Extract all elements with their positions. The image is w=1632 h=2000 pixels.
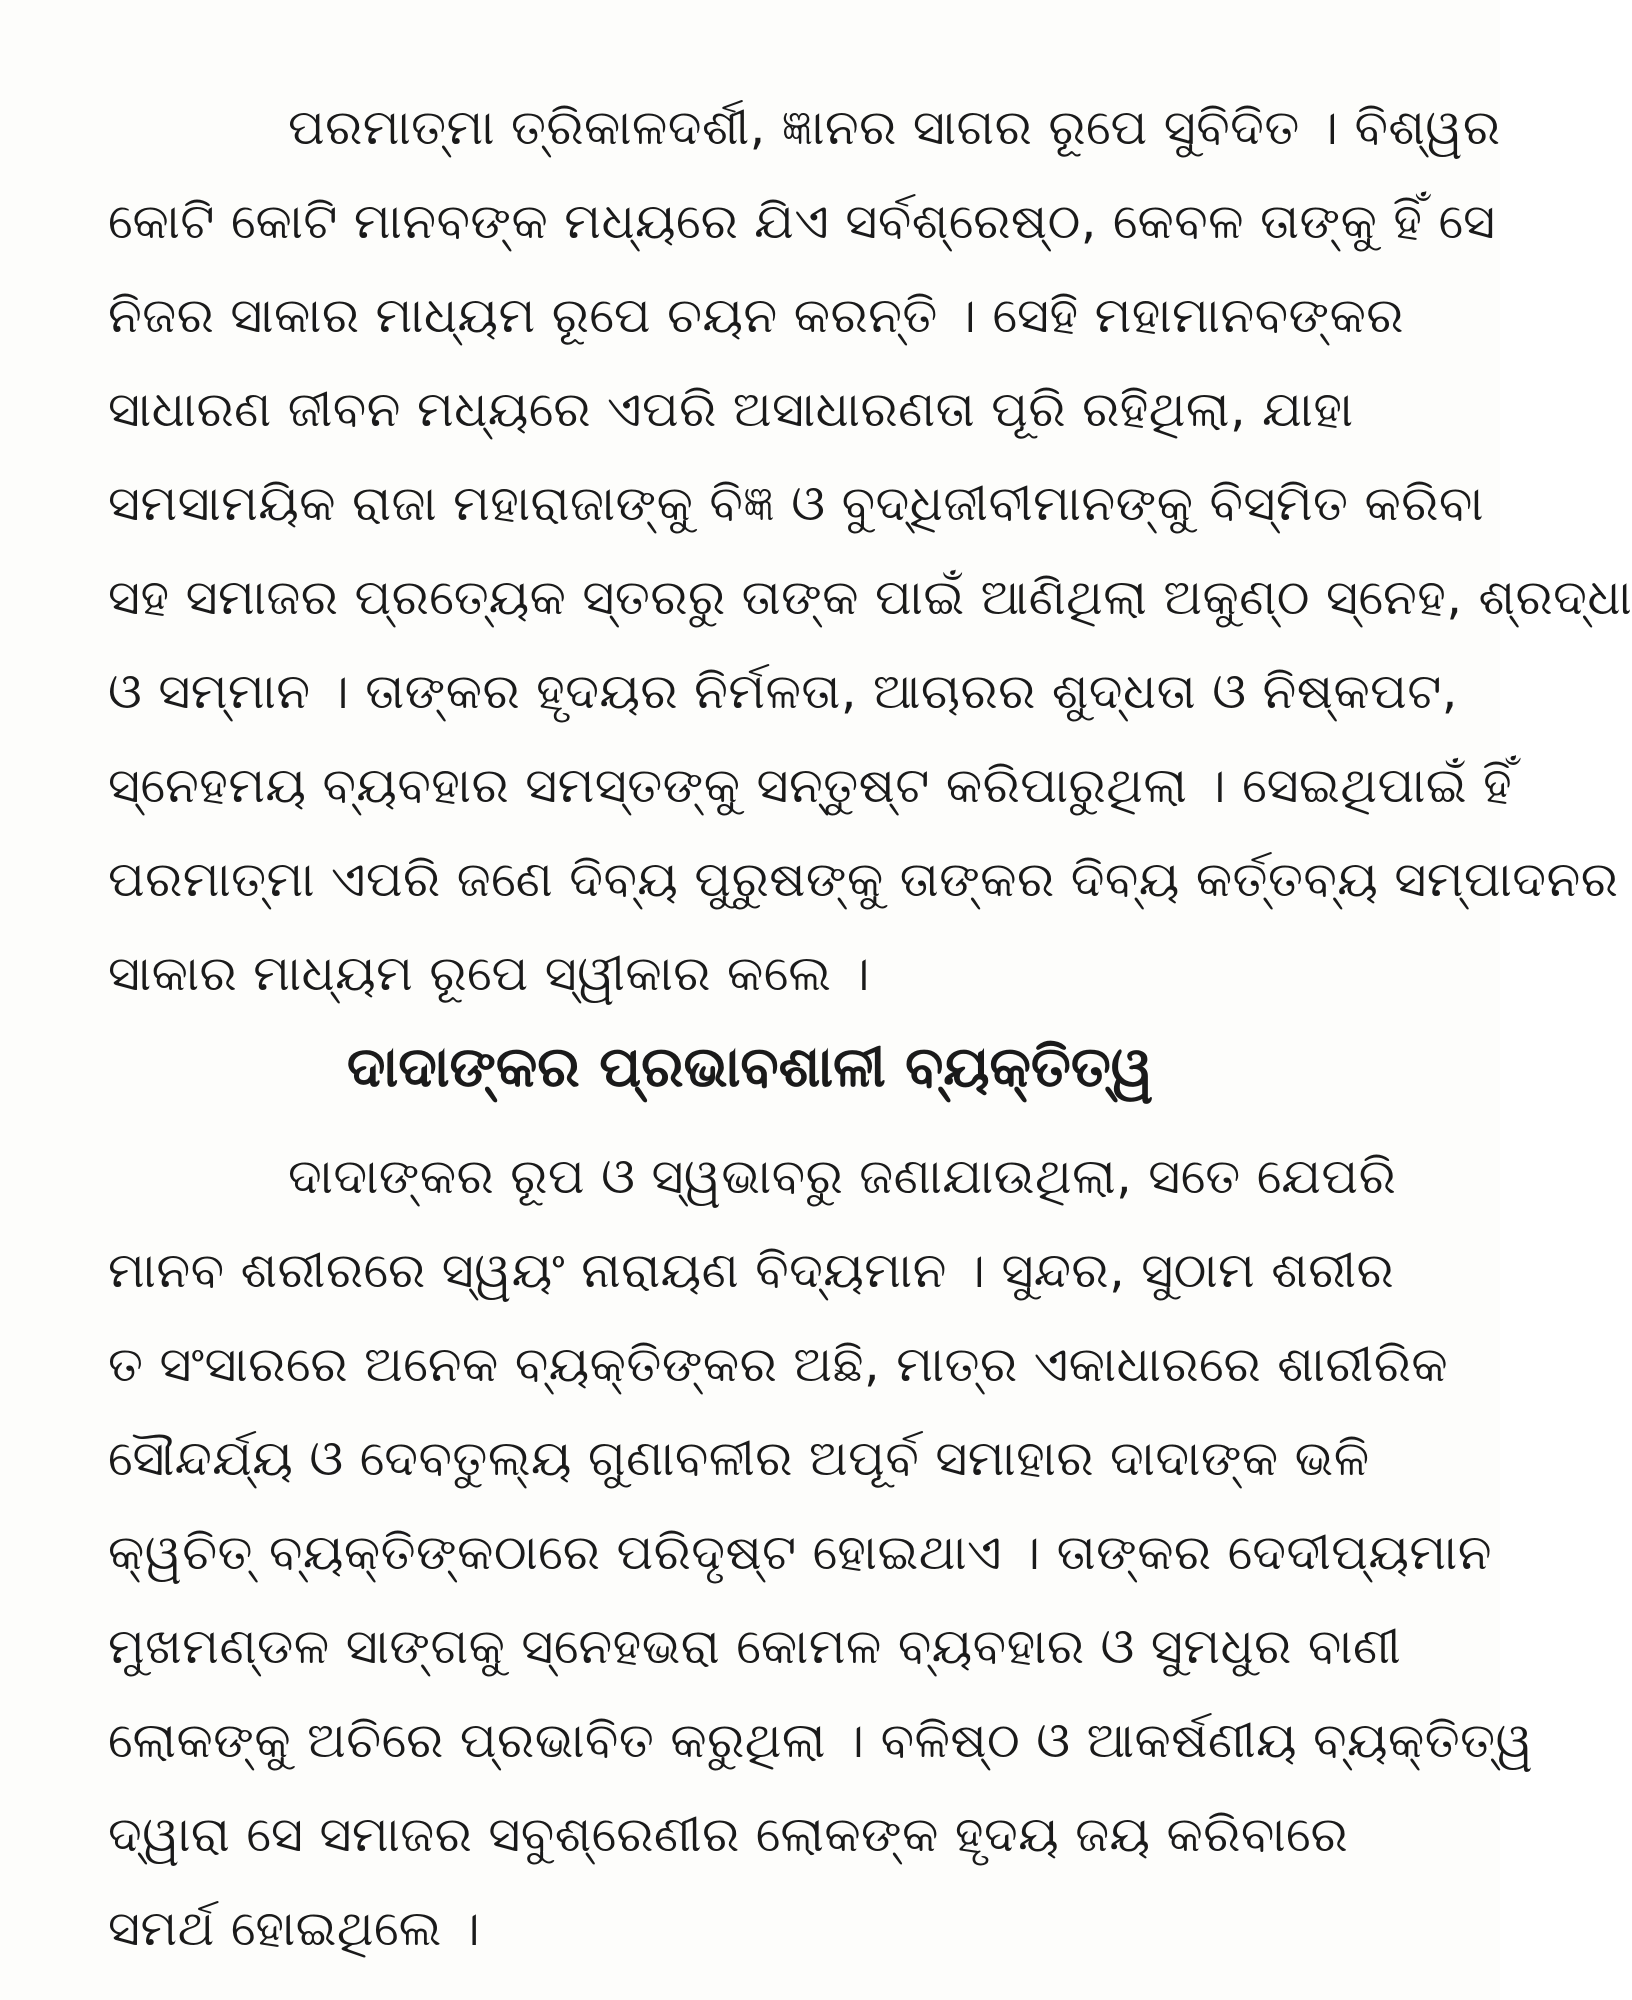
paragraph2-line-8: ଦ୍ୱାରା ସେ ସମାଜର ସବୁଶ୍ରେଣୀର ଲୋକଙ୍କ ହୃଦୟ ଜୟ କରିବାରେ (108, 1806, 1349, 1863)
paragraph2-line-2: ମାନବ ଶରୀରରେ ସ୍ୱୟଂ ନାରାୟଣ ବିଦ୍ୟମାନ । ସୁନ୍ଦର, ସୁଠାମ ଶରୀର (108, 1242, 1395, 1299)
paragraph2-line-6: ମୁଖମଣ୍ଡଳ ସାଙ୍ଗକୁ ସ୍ନେହଭରା କୋମଳ ବ୍ୟବହାର ଓ ସୁମଧୁର ବାଣୀ (108, 1618, 1402, 1675)
paragraph2-line-5: କ୍ୱଚିତ୍ ବ୍ୟକ୍ତିଙ୍କଠାରେ ପରିଦୃଷ୍ଟ ହୋଇଥାଏ । ତାଙ୍କର ଦେଦୀପ୍ୟମାନ (108, 1524, 1492, 1581)
paragraph1-line-9: ପରମାତ୍ମା ଏପରି ଜଣେ ଦିବ୍ୟ ପୁରୁଷଙ୍କୁ ତାଙ୍କର ଦିବ୍ୟ କର୍ତ୍ତବ୍ୟ ସମ୍ପାଦନର (108, 851, 1619, 908)
paragraph1-line-2: କୋଟି କୋଟି ମାନବଙ୍କ ମଧ୍ୟରେ ଯିଏ ସର୍ବଶ୍ରେଷ୍ଠ, କେବଳ ତାଙ୍କୁ ହିଁ ସେ (108, 193, 1496, 250)
paragraph2-line-4: ସୌନ୍ଦର୍ଯ୍ୟ ଓ ଦେବତୁଲ୍ୟ ଗୁଣାବଳୀର ଅପୂର୍ବ ସମାହାର ଦାଦାଙ୍କ ଭଳି (108, 1430, 1370, 1487)
paragraph1-line-10: ସାକାର ମାଧ୍ୟମ ରୂପେ ସ୍ୱୀକାର କଲେ । (108, 945, 871, 1002)
paragraph2-line-7: ଲୋକଙ୍କୁ ଅଚିରେ ପ୍ରଭାବିତ କରୁଥିଲା । ବଳିଷ୍ଠ ଓ ଆକର୍ଷଣୀୟ ବ୍ୟକ୍ତିତ୍ୱ (108, 1712, 1534, 1769)
paragraph1-line-8: ସ୍ନେହମୟ ବ୍ୟବହାର ସମସ୍ତଙ୍କୁ ସନ୍ତୁଷ୍ଟ କରିପାରୁଥିଲା । ସେଇଥିପାଇଁ ହିଁ (108, 757, 1513, 814)
paragraph2-line-9: ସମର୍ଥ ହୋଇଥିଲେ । (108, 1900, 481, 1957)
section-heading: ଦାଦାଙ୍କର ପ୍ରଭାବଶାଳୀ ବ୍ୟକ୍ତିତ୍ୱ (346, 1035, 1154, 1100)
paragraph1-line-1: ପରମାତ୍ମା ତ୍ରିକାଳଦର୍ଶୀ, ଜ୍ଞାନର ସାଗର ରୂପେ ସୁବିଦିତ । ବିଶ୍ୱର (288, 99, 1501, 156)
paragraph1-line-6: ସହ ସମାଜର ପ୍ରତ୍ୟେକ ସ୍ତରରୁ ତାଙ୍କ ପାଇଁ ଆଣିଥିଲା ଅକୁଣ୍ଠ ସ୍ନେହ, ଶ୍ରଦ୍ଧା (108, 569, 1632, 626)
paragraph2-line-3: ତ ସଂସାରରେ ଅନେକ ବ୍ୟକ୍ତିଙ୍କର ଅଛି, ମାତ୍ର ଏକାଧାରରେ ଶାରୀରିକ (108, 1336, 1449, 1393)
paragraph1-line-4: ସାଧାରଣ ଜୀବନ ମଧ୍ୟରେ ଏପରି ଅସାଧାରଣତା ପୂରି ରହିଥିଲା, ଯାହା (108, 381, 1354, 438)
paragraph1-line-5: ସମସାମୟିକ ରାଜା ମହାରାଜାଙ୍କୁ ବିଜ୍ଞ ଓ ବୁଦ୍ଧିଜୀବୀମାନଙ୍କୁ ବିସ୍ମିତ କରିବା (108, 475, 1484, 532)
paragraph1-line-3: ନିଜର ସାକାର ମାଧ୍ୟମ ରୂପେ ଚୟନ କରନ୍ତି । ସେହି ମହାମାନବଙ୍କର (108, 287, 1404, 344)
paragraph2-line-1: ଦାଦାଙ୍କର ରୂପ ଓ ସ୍ୱଭାବରୁ ଜଣାଯାଉଥିଲା, ସତେ ଯେପରି (288, 1148, 1397, 1205)
paragraph1-line-7: ଓ ସମ୍ମାନ । ତାଙ୍କର ହୃଦୟର ନିର୍ମଳତା, ଆଚାରର ଶୁଦ୍ଧତା ଓ ନିଷ୍କପଟ, (108, 663, 1458, 720)
